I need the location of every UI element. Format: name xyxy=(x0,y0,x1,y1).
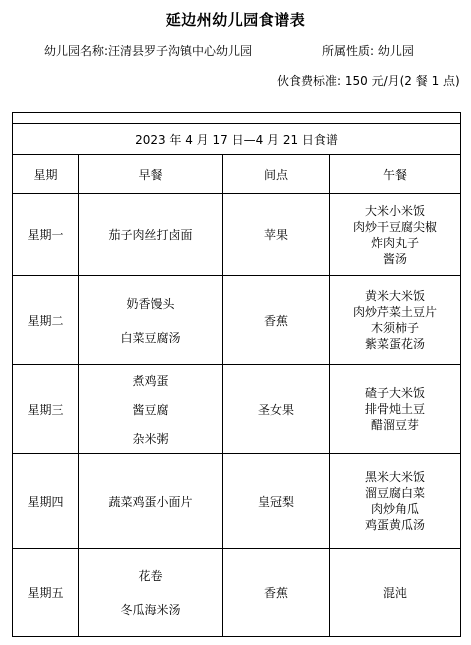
table-row xyxy=(13,454,461,549)
header-row xyxy=(13,155,461,194)
lunch-cell xyxy=(330,194,461,276)
lunch-cell xyxy=(330,365,461,454)
day-cell: 星期五 xyxy=(13,549,79,637)
header-snack: 间点 xyxy=(223,155,330,194)
lunch-item: 大米小米饭 xyxy=(364,203,425,218)
breakfast-item: 白菜豆腐汤 xyxy=(120,330,181,345)
breakfast-cell xyxy=(79,194,223,276)
table-top-gap xyxy=(13,113,461,124)
lunch-item: 木须柿子 xyxy=(370,321,419,335)
snack-cell: 苹果 xyxy=(223,194,330,276)
lunch-item: 酱汤 xyxy=(382,251,407,266)
lunch-item: 黄米大米饭 xyxy=(364,289,425,303)
breakfast-cell xyxy=(79,276,223,365)
snack-cell: 香蕉 xyxy=(223,549,330,637)
breakfast-item: 奶香馒头 xyxy=(126,296,175,311)
lunch-item: 混沌 xyxy=(382,585,407,600)
lunch-item: 紫菜蛋花汤 xyxy=(364,337,425,351)
day-cell: 星期四 xyxy=(13,454,79,549)
snack-cell: 圣女果 xyxy=(223,365,330,454)
header-breakfast: 早餐 xyxy=(79,155,223,194)
school-type: 所属性质: 幼儿园 xyxy=(322,44,414,58)
lunch-item: 溜豆腐白菜 xyxy=(364,486,425,500)
lunch-item: 醋溜豆芽 xyxy=(370,418,419,432)
breakfast-item: 蔬菜鸡蛋小面片 xyxy=(108,494,193,509)
page-title: 延边州幼儿园食谱表 xyxy=(165,11,306,29)
lunch-item: 排骨炖土豆 xyxy=(364,402,425,416)
header-day: 星期 xyxy=(13,155,79,194)
lunch-item: 肉炒芹菜土豆片 xyxy=(352,305,437,319)
breakfast-item: 冬瓜海米汤 xyxy=(120,603,181,617)
breakfast-item: 酱豆腐 xyxy=(132,402,169,417)
meal-fee: 伙食费标准: 150 元/月(2 餐 1 点) xyxy=(277,74,460,88)
lunch-cell xyxy=(330,276,461,365)
day-cell: 星期三 xyxy=(13,365,79,454)
snack-cell: 香蕉 xyxy=(223,276,330,365)
period-cell: 2023 年 4 月 17 日—4 月 21 日食谱 xyxy=(13,124,461,155)
header-lunch: 午餐 xyxy=(330,155,461,194)
day-cell: 星期二 xyxy=(13,276,79,365)
snack-cell: 皇冠梨 xyxy=(223,454,330,549)
lunch-item: 炸肉丸子 xyxy=(370,235,419,250)
breakfast-item: 杂米粥 xyxy=(132,431,169,446)
lunch-item: 肉炒干豆腐尖椒 xyxy=(352,219,437,234)
lunch-item: 黑米大米饭 xyxy=(364,470,425,484)
school-name: 幼儿园名称:汪清县罗子沟镇中心幼儿园 xyxy=(44,44,253,58)
lunch-item: 鸡蛋黄瓜汤 xyxy=(364,518,425,532)
lunch-cell xyxy=(330,454,461,549)
table-row xyxy=(13,194,461,276)
lunch-item: 肉炒角瓜 xyxy=(370,502,419,516)
menu-table xyxy=(12,112,461,637)
lunch-cell xyxy=(330,549,461,637)
table-row xyxy=(13,365,461,454)
lunch-item: 碴子大米饭 xyxy=(364,386,425,400)
table-row xyxy=(13,549,461,637)
period-row xyxy=(13,124,461,155)
breakfast-item: 茄子肉丝打卤面 xyxy=(108,228,193,242)
breakfast-item: 煮鸡蛋 xyxy=(132,373,169,388)
breakfast-cell xyxy=(79,454,223,549)
breakfast-cell xyxy=(79,549,223,637)
breakfast-cell xyxy=(79,365,223,454)
breakfast-item: 花卷 xyxy=(138,569,163,583)
table-row xyxy=(13,276,461,365)
day-cell: 星期一 xyxy=(13,194,79,276)
